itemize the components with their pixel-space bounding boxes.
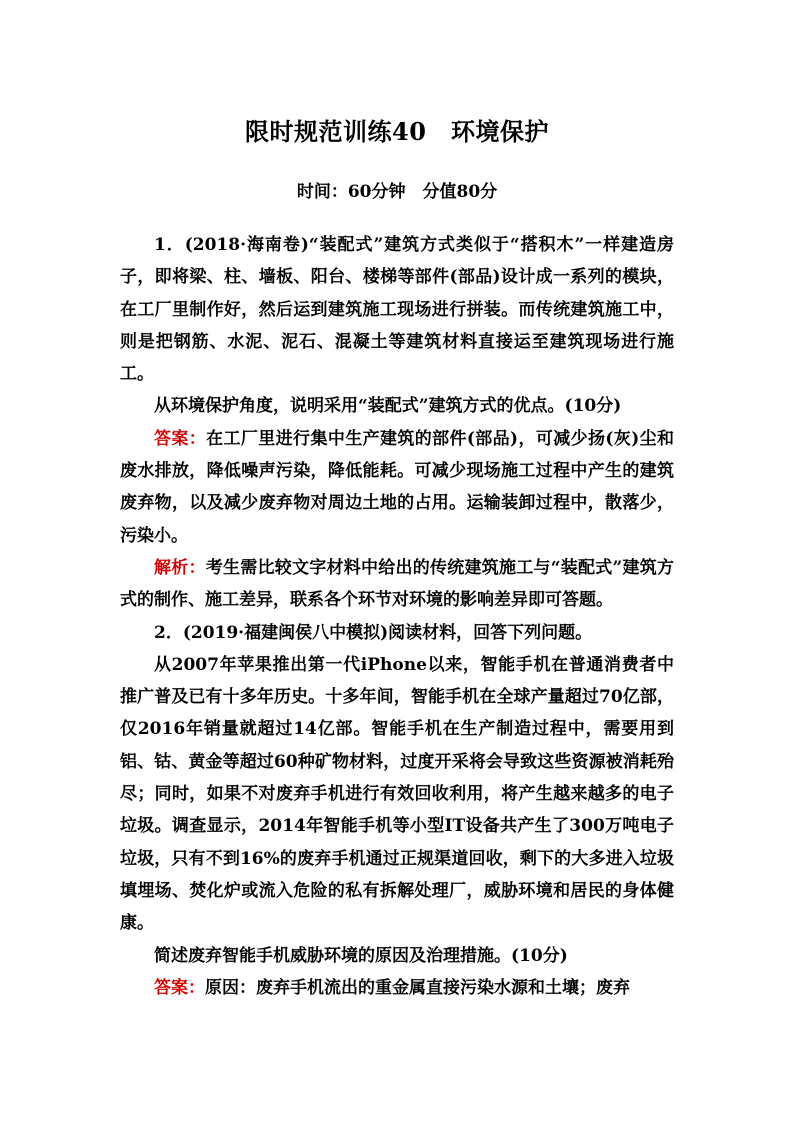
- question-1-answer: [120, 423, 674, 552]
- answer-text: 在工厂里进行集中生产建筑的部件(部品)，可减少扬(灰)尘和废水排放，降低噪声污染，降低能耗。可减少现场施工过程中产生的建筑废弃物，以及减少废弃物对周边土地的占用。运输装卸过程中，散落少，污染小。: [120, 428, 674, 546]
- question-2-intro: 2．(2019·福建闽侯八中模拟)阅读材料，回答下列问题。: [154, 622, 593, 643]
- question-2-answer: [120, 972, 674, 1004]
- question-1-prompt: 从环境保护角度，说明采用“装配式”建筑方式的优点。(10分): [154, 396, 622, 417]
- answer-label: 答案：: [154, 977, 205, 998]
- question-1-analysis: [120, 552, 674, 617]
- page-title: 限时规范训练40 环境保护: [245, 117, 549, 146]
- answer-text: 原因：废弃手机流出的重金属直接污染水源和土壤；废弃: [205, 977, 630, 998]
- analysis-text: 考生需比较文字材料中给出的传统建筑施工与“装配式”建筑方式的制作、施工差异，联系各个环节对环境的影响差异即可答题。: [120, 557, 674, 611]
- question-2-prompt: 简述废弃智能手机威胁环境的原因及治理措施。(10分): [154, 945, 568, 966]
- time-and-score: 时间：60分钟 分值80分: [296, 182, 498, 202]
- analysis-label: 解析：: [154, 557, 206, 578]
- question-2-material: 从2007年苹果推出第一代iPhone以来，智能手机在普通消费者中推广普及已有十多年历史。十多年间，智能手机在全球产量超过70亿部，仅2016年销量就超过14亿部。智能手机在生产制造过程中，需要用到铝、钴、黄金等超过60种矿物材料，过度开采将会导致这些资源被消耗殆尽；同时，如果不对废弃手机进行有效回收利用，将产生越来越多的电子垃圾。调查显示，2014年智能手机等小型IT设备共产生了300万吨电子垃圾，只有不到16%的废弃手机通过正规渠道回收，剩下的大多进入垃圾填埋场、焚化炉或流入危险的私有拆解处理厂，威胁环境和居民的身体健康。: [120, 654, 674, 934]
- answer-label: 答案：: [154, 428, 207, 449]
- question-1-intro: 1．(2018·海南卷)“装配式”建筑方式类似于“搭积木”一样建造房子，即将梁、柱、墙板、阳台、楼梯等部件(部品)设计成一系列的模块，在工厂里制作好，然后运到建筑施工现场进行拼装。而传统建筑施工中，则是把钢筋、水泥、泥石、混凝土等建筑材料直接运至建筑现场进行施工。: [120, 235, 674, 385]
- questions-content: [120, 229, 674, 1004]
